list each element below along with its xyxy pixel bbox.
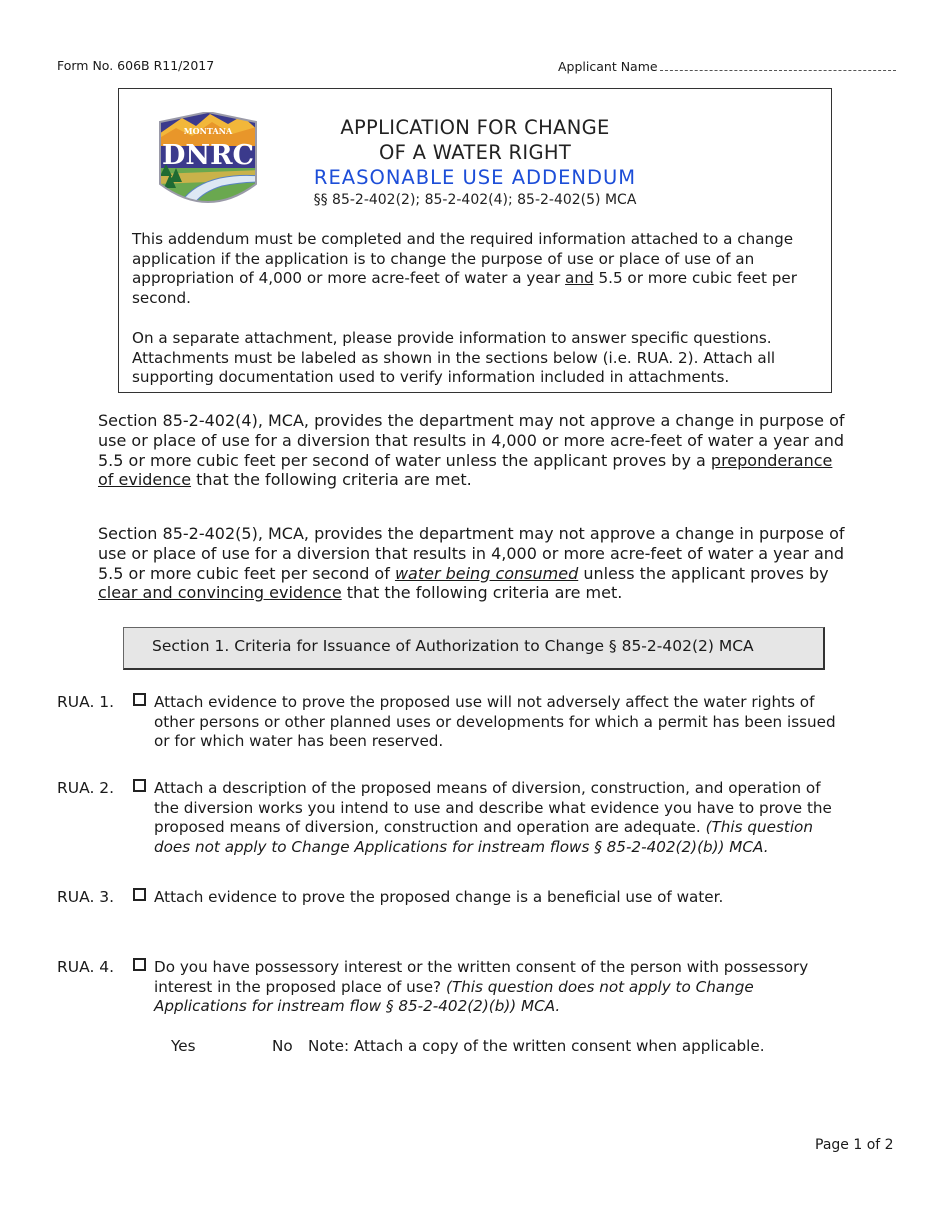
section-1-title: Section 1. Criteria for Issuance of Authorization to Change § 85-2-402(2) MCA: [152, 637, 754, 655]
applicant-name-label: Applicant Name: [558, 59, 658, 74]
rua-2-number: RUA. 2.: [57, 779, 115, 797]
logo-dnrc-text: DNRC: [161, 140, 255, 171]
rua-4-number: RUA. 4.: [57, 958, 115, 976]
rua-4-text: Do you have possessory interest or the written consent of the person with possessory interest in the proposed place of use? (This question does not apply to Change Applications for instream flow § 85-2-402(2)(b)) MCA.: [154, 958, 809, 1016]
rua-2-text: Attach a description of the proposed means of diversion, construction, and operation of the diversion works you intend to use and describe what evidence you have to prove the proposed means of diversion, construction and operation are adequate. (This question does not apply to Change Applications for instream flows § 85-2-402(2)(b)) MCA.: [154, 779, 832, 856]
rua-3-checkbox[interactable]: [133, 888, 146, 901]
rua-1-checkbox[interactable]: [133, 693, 146, 706]
applicant-name-field[interactable]: [558, 58, 896, 74]
rua-1-number: RUA. 1.: [57, 693, 115, 711]
consent-note: Note: Attach a copy of the written consent when applicable.: [308, 1037, 765, 1055]
statute-402-4-paragraph: Section 85-2-402(4), MCA, provides the department may not approve a change in purpose of use or place of use for a diversion that results in 4,000 or more acre-feet of water a year and 5.5 or more cubic feet per second of water unless the applicant proves by a preponderance of evidence that the following criteria are met.: [98, 411, 845, 490]
rua-4-checkbox[interactable]: [133, 958, 146, 971]
intro-paragraph-2: On a separate attachment, please provide information to answer specific questions. Attachments must be labeled as shown in the sections below (i.e. RUA. 2). Attach all supporting documentation used to verify information included in attachments.: [132, 329, 776, 387]
yes-option[interactable]: Yes: [171, 1037, 196, 1055]
applicant-name-line[interactable]: [660, 58, 896, 71]
logo-montana-text: MONTANA: [183, 126, 233, 136]
rua-3-text: Attach evidence to prove the proposed change is a beneficial use of water.: [154, 888, 724, 906]
title-line-1: APPLICATION FOR CHANGE: [340, 116, 610, 139]
form-title: [300, 115, 650, 210]
rua-2-checkbox[interactable]: [133, 779, 146, 792]
rua-3-number: RUA. 3.: [57, 888, 115, 906]
section-1-header: [123, 627, 825, 670]
title-line-2: OF A WATER RIGHT: [378, 141, 572, 164]
intro-paragraph-1: This addendum must be completed and the required information attached to a change application if the application is to change the purpose of use or place of use of an appropriation of 4,000 or more acre-feet of water a year and 5.5 or more cubic feet per second.: [132, 230, 798, 308]
rua-2-note: (This question does not apply to Change Applications for instream flows § 85-2-402(2)(b)) MCA.: [154, 818, 813, 856]
title-statutes: §§ 85-2-402(2); 85-2-402(4); 85-2-402(5) MCA: [313, 192, 637, 208]
rua-1-text: Attach evidence to prove the proposed use will not adversely affect the water rights of other persons or other planned uses or developments for which a permit has been issued or for which water has been reserved.: [154, 693, 836, 751]
statute-402-5-paragraph: Section 85-2-402(5), MCA, provides the department may not approve a change in purpose of use or place of use for a diversion that results in 4,000 or more acre-feet of water a year and 5.5 or more cubic feet per second of water being consumed unless the applicant proves by clear and convincing evidence that the following criteria are met.: [98, 524, 845, 603]
title-addendum: REASONABLE USE ADDENDUM: [313, 166, 637, 189]
dnrc-logo: [156, 112, 260, 212]
page-number: Page 1 of 2: [815, 1137, 894, 1153]
form-number: Form No. 606B R11/2017: [57, 58, 215, 73]
rua-4-note: (This question does not apply to Change Applications for instream flow § 85-2-402(2)(b)) MCA.: [154, 977, 754, 1016]
no-option[interactable]: No: [272, 1037, 293, 1055]
